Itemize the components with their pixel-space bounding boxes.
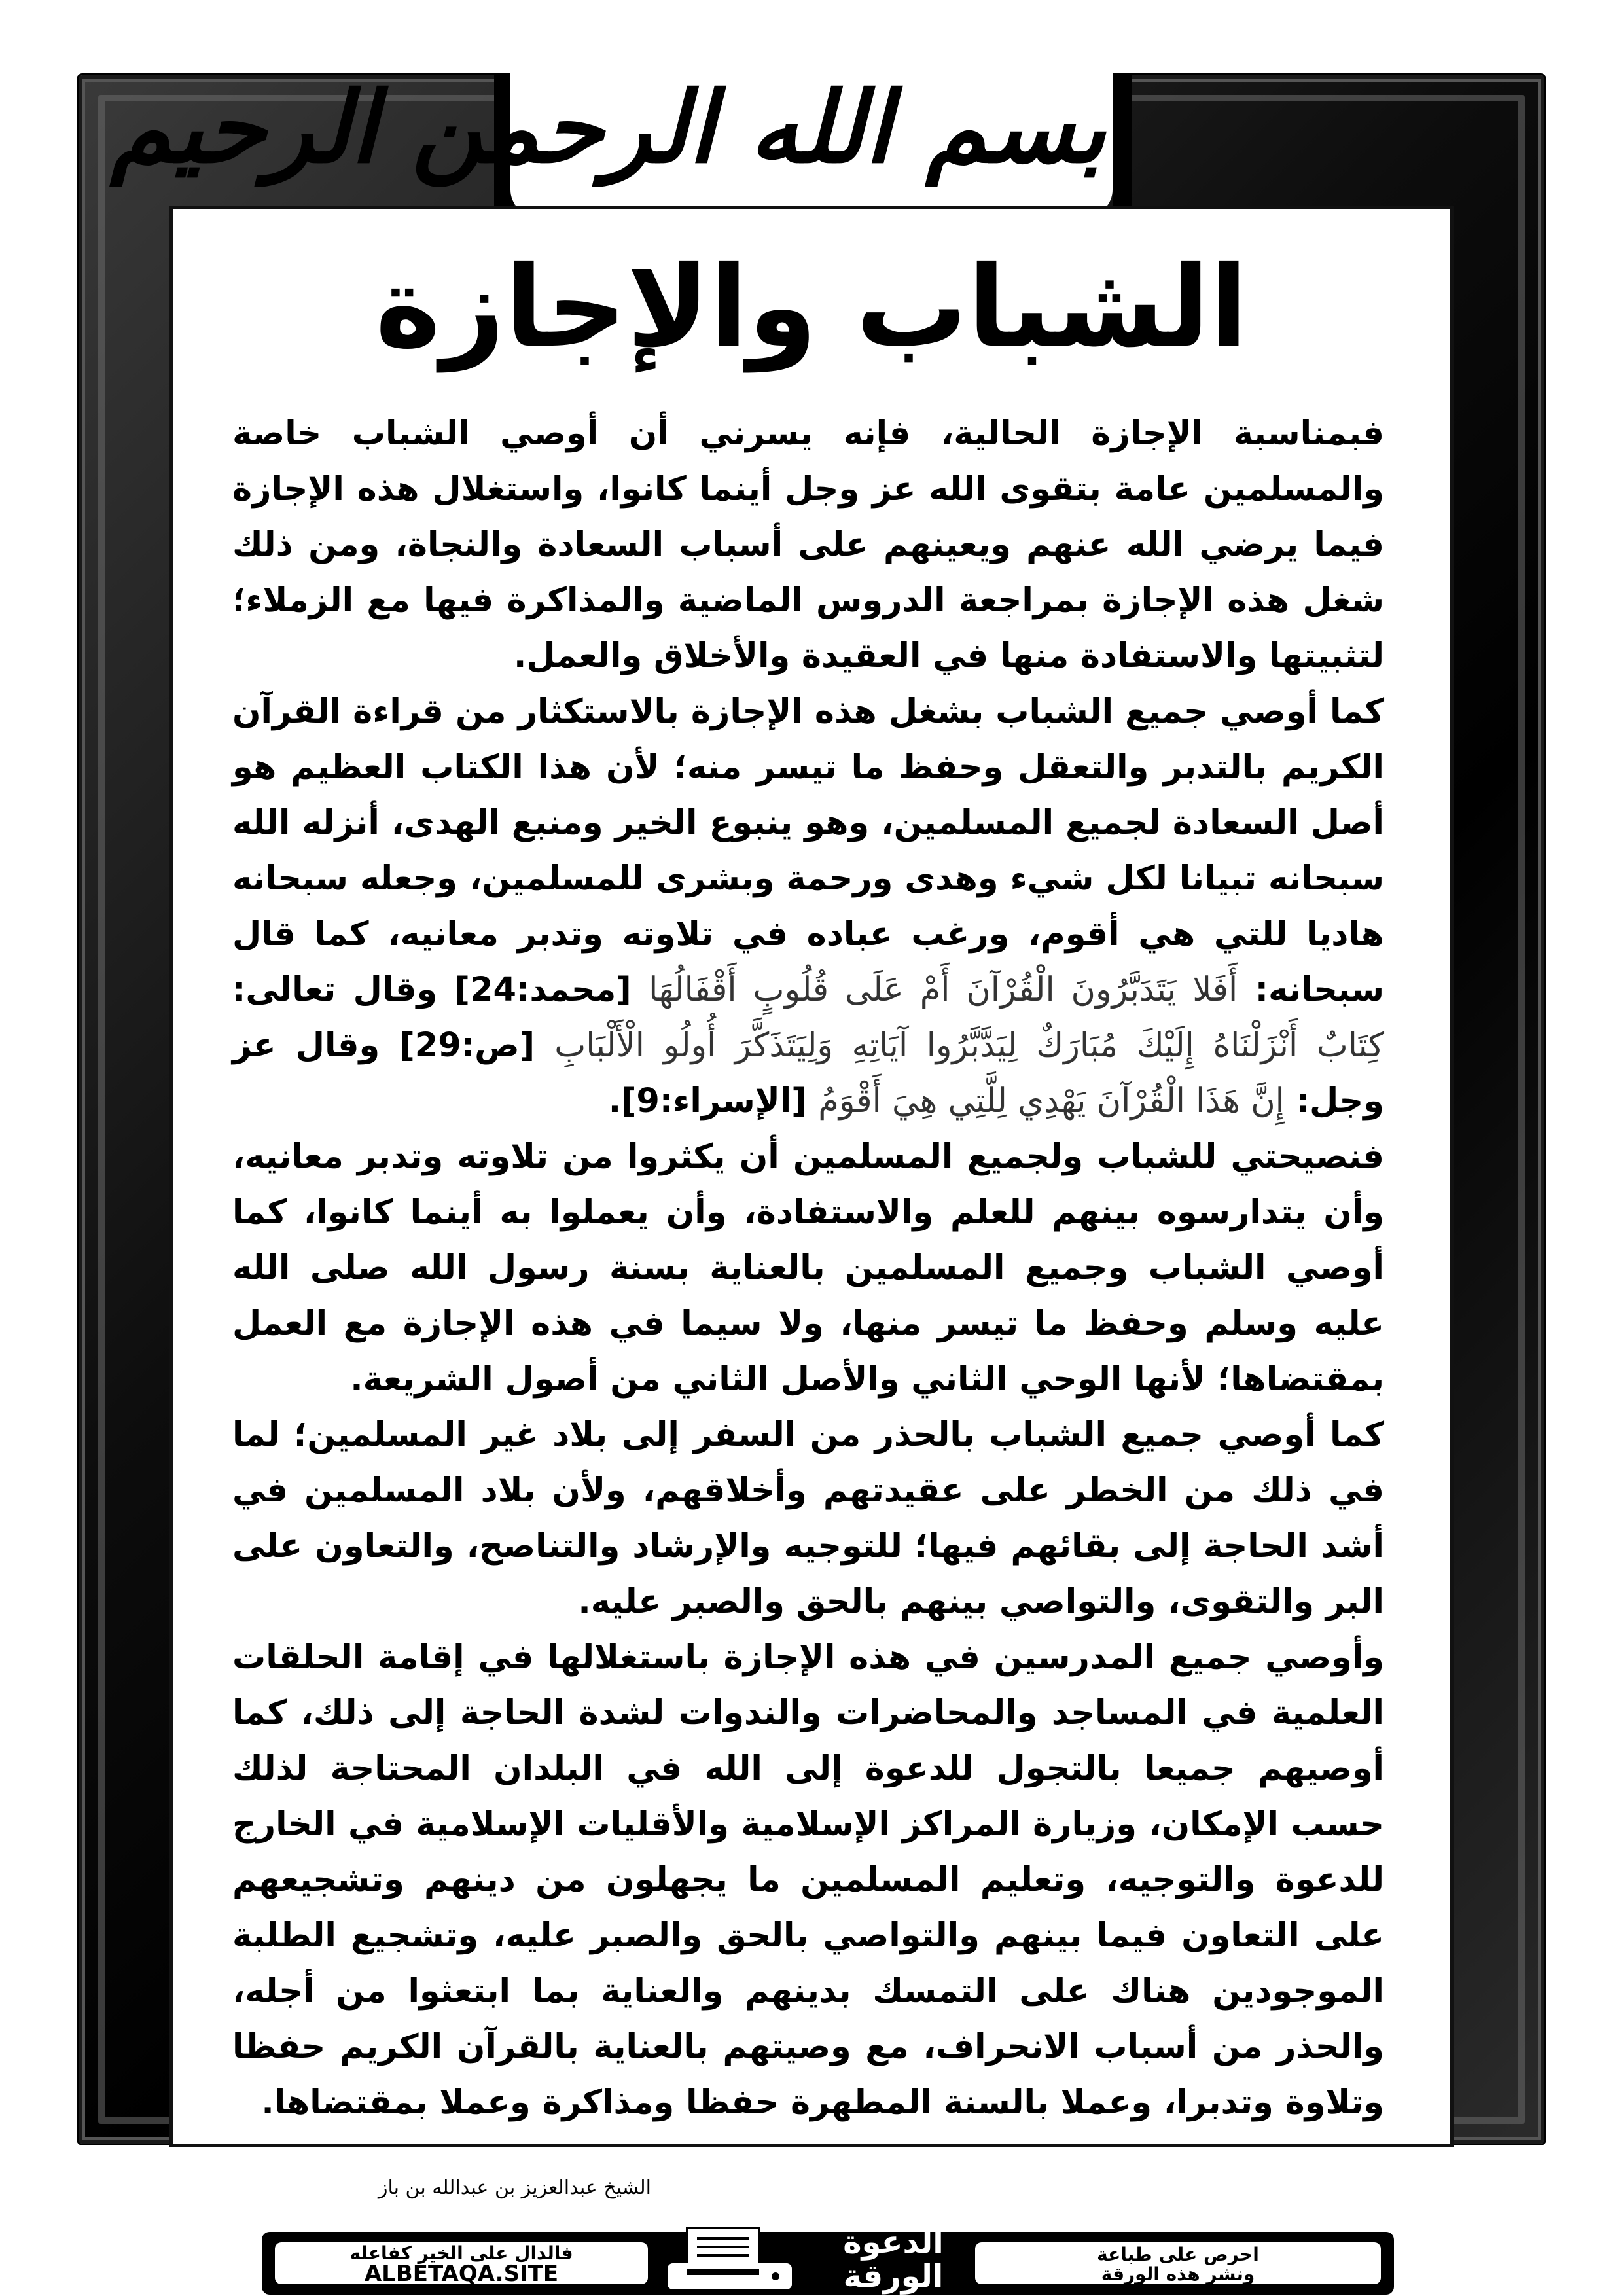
verse-intro-3: وقال عز وجل: bbox=[232, 1026, 1384, 1121]
quran-verse-2: كِتَابٌ أَنْزَلْنَاهُ إِلَيْكَ مُبَارَكٌ لِيَدَّبَّرُوا آيَاتِهِ وَلِيَتَذَكَّرَ أُولُو الْأَلْبَابِ bbox=[554, 1026, 1385, 1065]
paragraph-5: وأوصي جميع المدرسين في هذه الإجازة باستغلالها في إقامة الحلقات العلمية في المساجد والمحاضرات والندوات لشدة الحاجة إلى ذلك، كما أوصيهم جميعا بالتجول للدعوة إلى الله في البلدان المحتاجة لذلك حسب الإمكان، وزيارة المراكز الإسلامية والأقليات الإسلامية في الخارج للدعوة والتوجيه، وتعليم المسلمين ما يجهلون من دينهم وتشجيعهم على التعاون فيما بينهم والتواصي بالحق والصبر عليه، وتشجيع الطلبة الموجودين هناك على التمسك بدينهم والعناية بما ابتعثوا من أجله، والحذر من أسباب الانحراف، مع وصيتهم بالعناية بالقرآن الكريم حفظا وتلاوة وتدبرا، وعملا بالسنة المطهرة حفظا ومذاكرة وعملا بمقتضاها. bbox=[232, 1638, 1384, 2122]
website-url[interactable]: ALBETAQA.SITE bbox=[364, 2261, 559, 2287]
verse-ref-2: [ص:29] bbox=[399, 1026, 535, 1065]
print-share-box bbox=[975, 2242, 1381, 2284]
paragraph-2 bbox=[232, 684, 1384, 1129]
printer-icon bbox=[654, 2225, 805, 2296]
quran-verse-1: أَفَلا يَتَدَبَّرُونَ الْقُرْآنَ أَمْ عَلَى قُلُوبٍ أَقْفَالُهَا bbox=[649, 971, 1238, 1009]
paragraph-1: فبمناسبة الإجازة الحالية، فإنه يسرني أن أوصي الشباب خاصة والمسلمين عامة بتقوى الله عز وجل أينما كانوا، واستغلال هذه الإجازة فيما يرضي الله عنهم ويعينهم على أسباب السعادة والنجاة، ومن ذلك شغل هذه الإجازة بمراجعة الدروس الماضية والمذاكرة فيها مع الزملاء؛ لتثبيتها والاستفادة منها في العقيدة والأخلاق والعمل. bbox=[232, 414, 1384, 675]
author-signature: الشيخ عبدالعزيز بن عبدالله بن باز bbox=[378, 2176, 651, 2199]
paragraph-2-text: كما أوصي جميع الشباب بشغل هذه الإجازة بالاستكثار من قراءة القرآن الكريم بالتدبر والتعقل وحفظ ما تيسر منه؛ لأن هذا الكتاب العظيم هو أصل السعادة لجميع المسلمين، وهو ينبوع الخير ومنبع الهدى، أنزله الله سبحانه تبيانا لكل شيء وهدى ورحمة وبشرى للمسلمين، وجعله سبحانه هاديا للتي هي أقوم، ورغب عباده في تلاوته وتدبر معانيه، كما قال سبحانه: bbox=[232, 692, 1384, 1009]
paragraph-3: فنصيحتي للشباب ولجميع المسلمين أن يكثروا من تلاوته وتدبر معانيه، وأن يتدارسوه بينهم للعلم والاستفادة، وأن يعملوا به أينما كانوا، كما أوصي الشباب وجميع المسلمين بالعناية بسنة رسول الله صلى الله عليه وسلم وحفظ ما تيسر منها، ولا سيما في هذه الإجازة مع العمل بمقتضاها؛ لأنها الوحي الثاني والأصل الثاني من أصول الشريعة. bbox=[232, 1138, 1384, 1399]
hadith-line: فالدال على الخير كفاعله bbox=[349, 2242, 573, 2264]
logo-line-2: الورقة bbox=[843, 2258, 944, 2295]
print-share-line-2: ونشر هذه الورقة bbox=[1101, 2263, 1255, 2285]
frame-notch-right bbox=[1113, 75, 1132, 213]
verse-ref-1: [محمد:24] bbox=[454, 971, 632, 1009]
verse-intro-2: وقال تعالى: bbox=[232, 971, 438, 1009]
article-body bbox=[232, 406, 1384, 2130]
paragraph-4: كما أوصي جميع الشباب بالحذر من السفر إلى بلاد غير المسلمين؛ لما في ذلك من الخطر على عقيدتهم وأخلاقهم، ولأن بلاد المسلمين في أشد الحاجة إلى بقائهم فيها؛ للتوجيه والإرشاد والتناصح، والتعاون على البر والتقوى، والتواصي بينهم بالحق والصبر عليه. bbox=[232, 1416, 1384, 1621]
page-title: الشباب والإجازة bbox=[375, 243, 1248, 372]
verse-ref-3: [الإسراء:9]. bbox=[608, 1082, 807, 1121]
dawa-logo bbox=[831, 2225, 955, 2296]
website-box bbox=[275, 2242, 648, 2287]
print-share-line-1: احرص على طباعة bbox=[1097, 2244, 1259, 2265]
basmala-calligraphy: بسم الله الرحمن الرحيم bbox=[110, 70, 1106, 185]
logo-line-1: الدعوة bbox=[843, 2224, 944, 2261]
quran-verse-3: إِنَّ هَذَا الْقُرْآنَ يَهْدِي لِلَّتِي هِيَ أَقْوَمُ bbox=[818, 1082, 1285, 1121]
